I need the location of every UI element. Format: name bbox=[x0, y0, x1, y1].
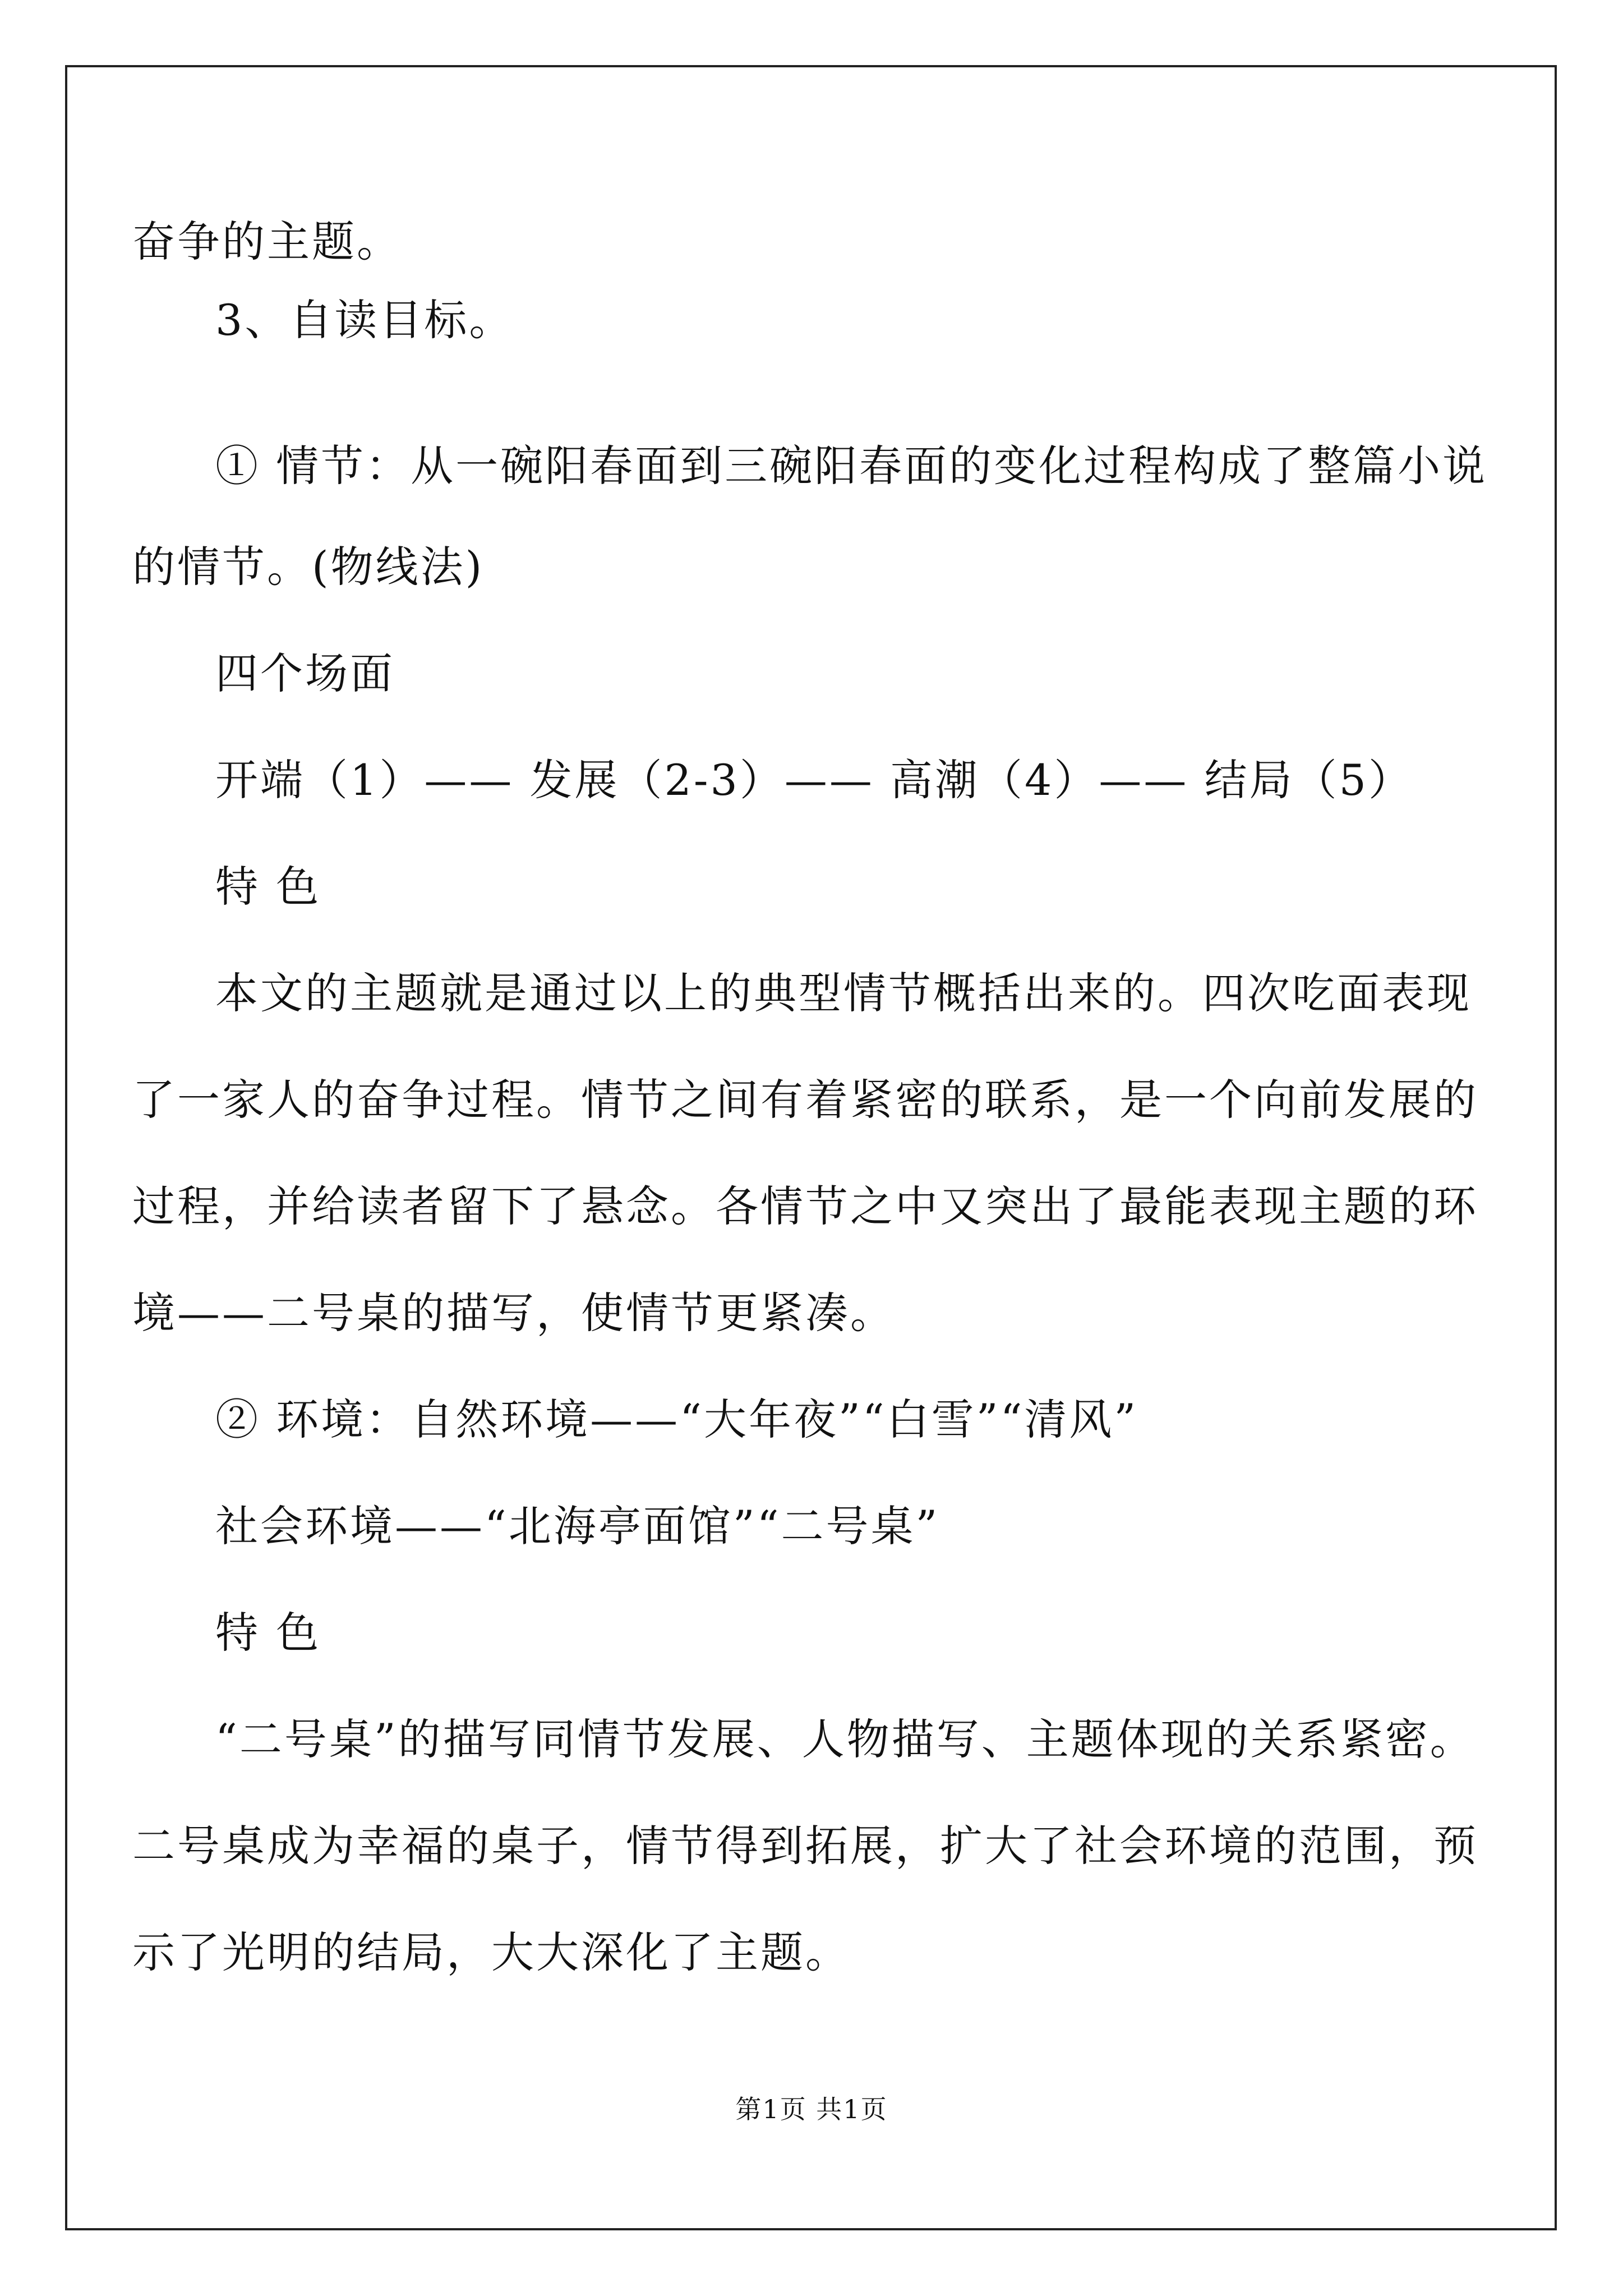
text-line-12: ② 环境：自然环境——“大年夜”“白雪”“清风” bbox=[215, 1395, 1138, 1444]
text-line-13: 社会环境——“北海亭面馆”“二号桌” bbox=[215, 1501, 940, 1551]
text-line-5: 四个场面 bbox=[215, 648, 395, 698]
text-line-17: 示了光明的结局，大大深化了主题。 bbox=[132, 1927, 850, 1977]
text-line-6: 开端（1）—— 发展（2-3）—— 高潮（4）—— 结局（5） bbox=[215, 755, 1413, 805]
text-line-1: 奋争的主题。 bbox=[132, 217, 402, 266]
page-footer: 第1页 共1页 bbox=[735, 2094, 888, 2124]
text-line-14: 特 色 bbox=[215, 1608, 321, 1658]
text-line-11: 境——二号桌的描写，使情节更紧凑。 bbox=[132, 1288, 895, 1338]
text-line-7: 特 色 bbox=[215, 862, 321, 912]
text-line-8: 本文的主题就是通过以上的典型情节概括出来的。四次吃面表现 bbox=[215, 968, 1472, 1018]
text-line-4: 的情节。(物线法) bbox=[132, 542, 485, 592]
text-line-9: 了一家人的奋争过程。情节之间有着紧密的联系，是一个向前发展的 bbox=[132, 1075, 1478, 1125]
text-line-3: ① 情节：从一碗阳春面到三碗阳春面的变化过程构成了整篇小说 bbox=[215, 441, 1488, 491]
text-line-2: 3、自读目标。 bbox=[215, 295, 514, 345]
page-border bbox=[65, 65, 1557, 2230]
text-line-10: 过程，并给读者留下了悬念。各情节之中又突出了最能表现主题的环 bbox=[132, 1181, 1478, 1231]
text-line-16: 二号桌成为幸福的桌子，情节得到拓展，扩大了社会环境的范围，预 bbox=[132, 1821, 1478, 1871]
text-line-15: “二号桌”的描写同情节发展、人物描写、主题体现的关系紧密。 bbox=[215, 1714, 1475, 1764]
